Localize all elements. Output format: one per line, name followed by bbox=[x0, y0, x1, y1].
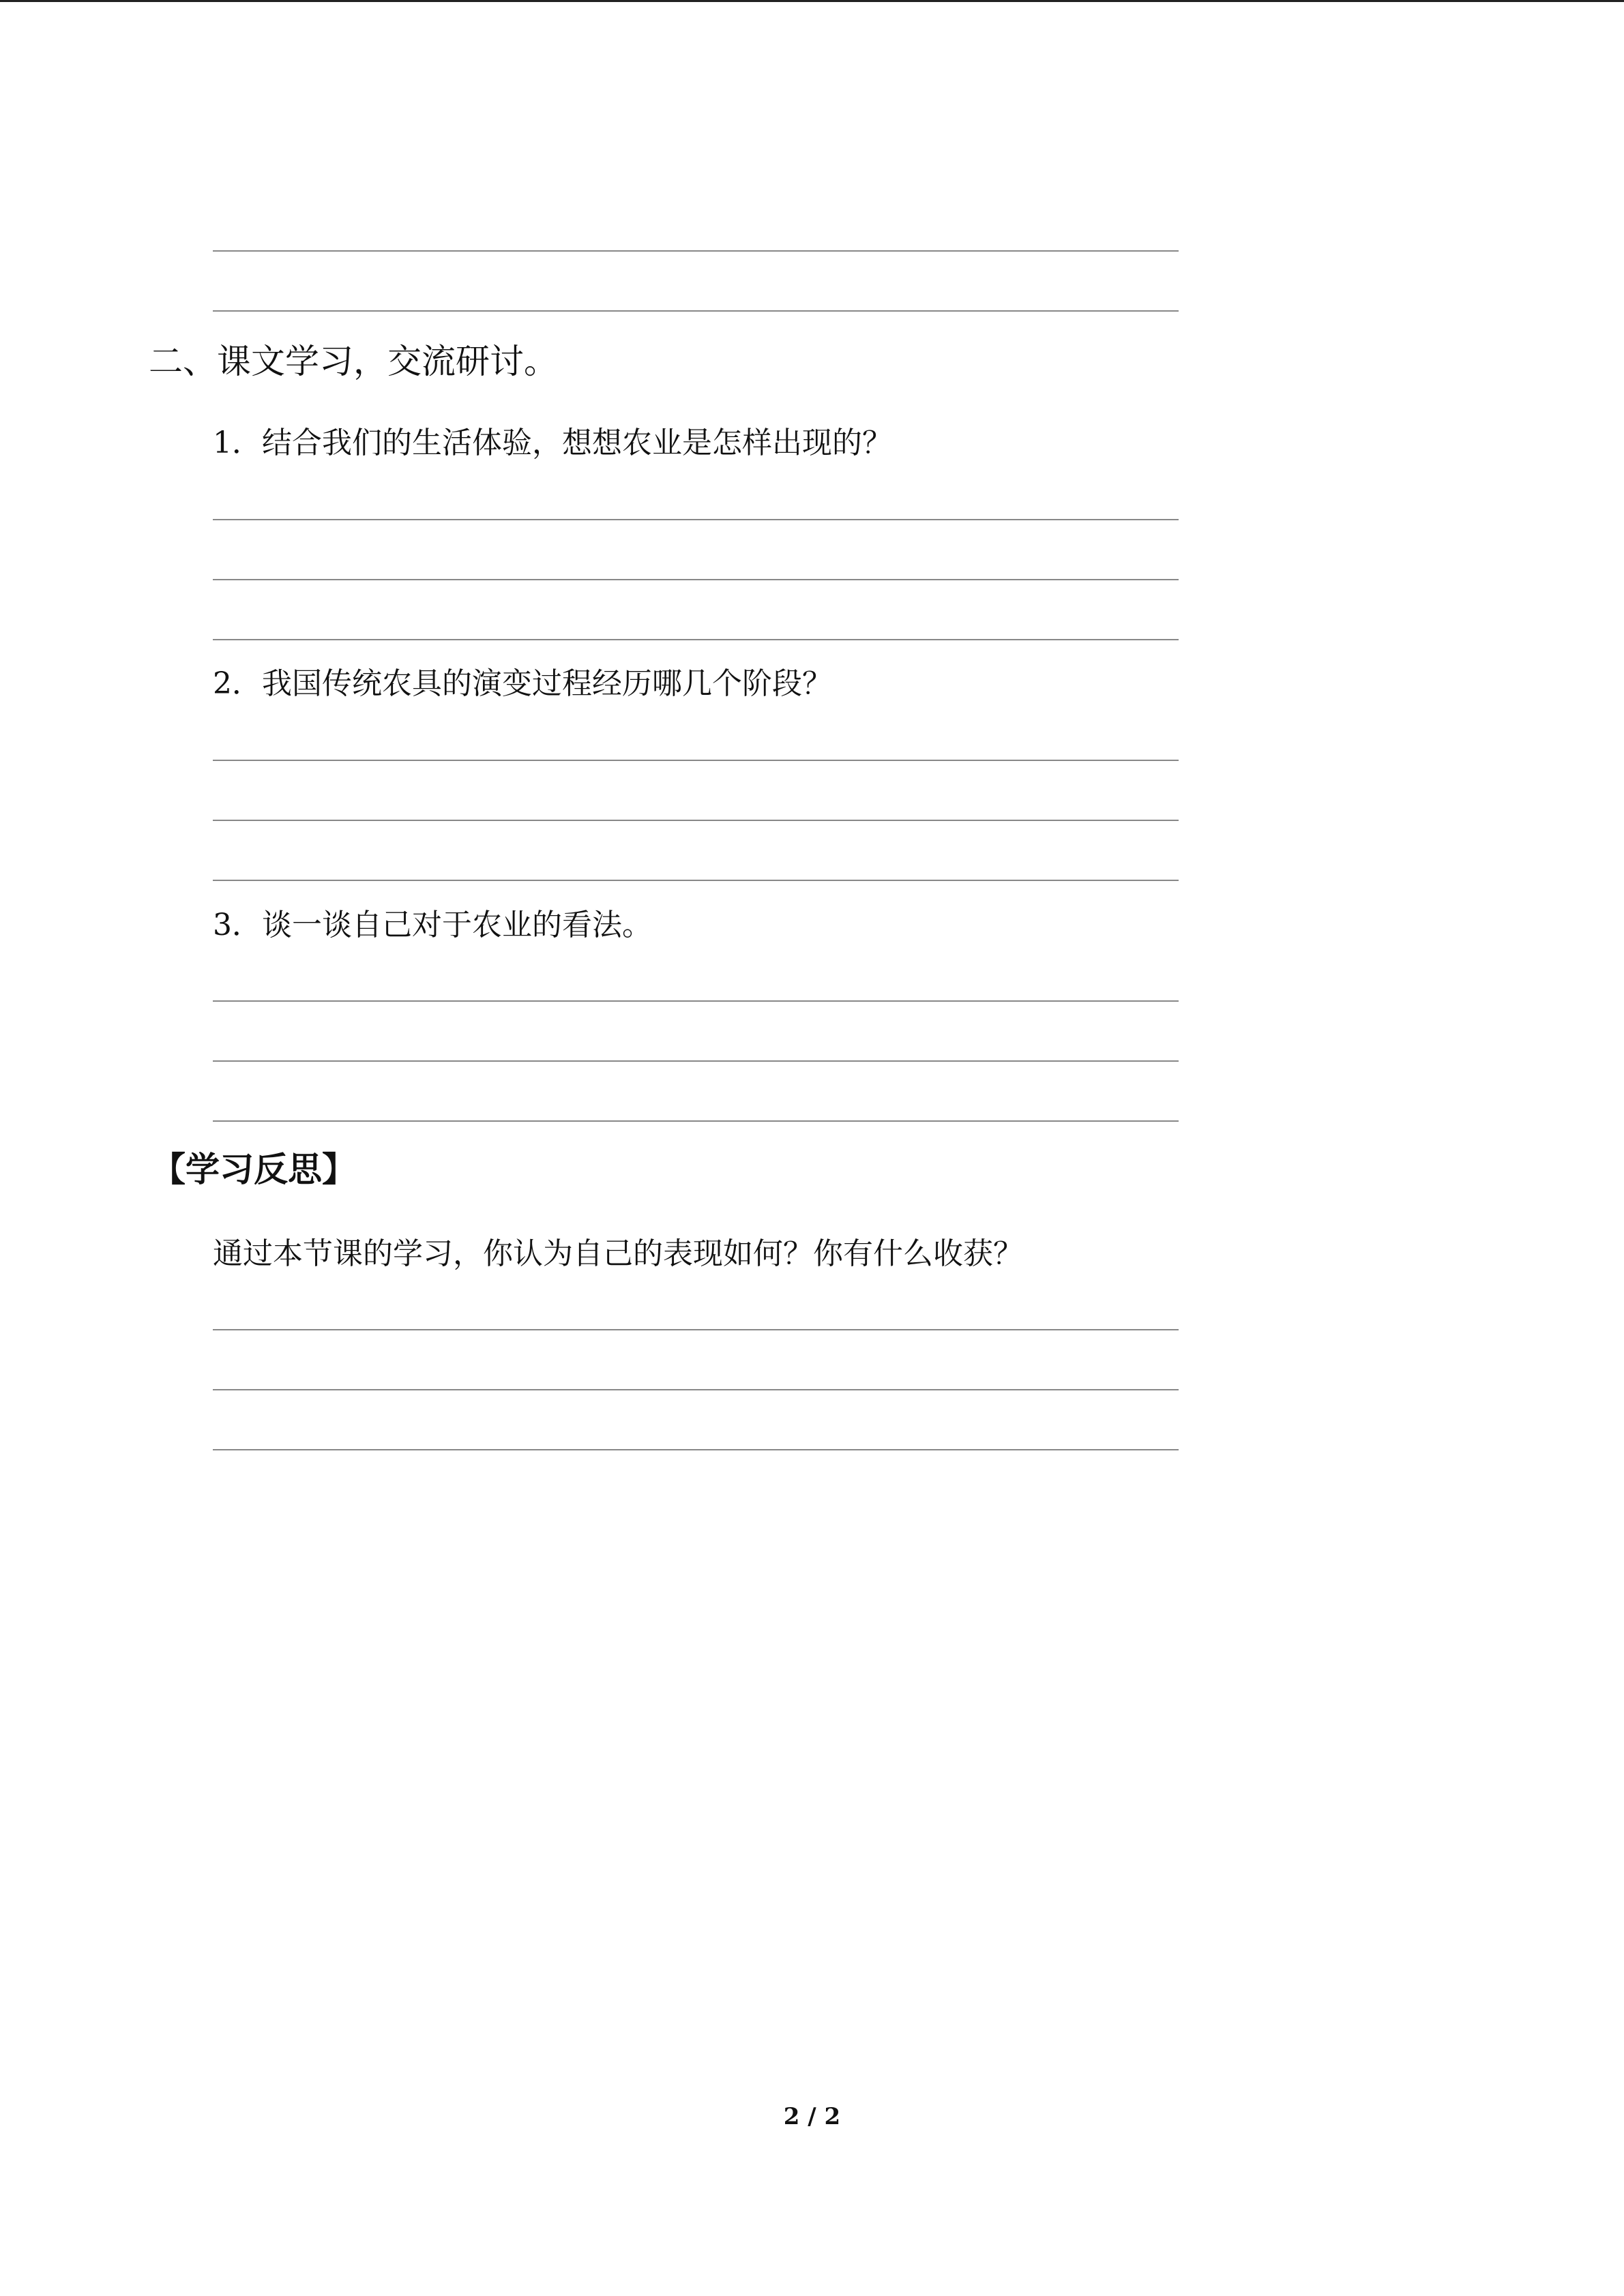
answer-line bbox=[213, 760, 1179, 761]
answer-line bbox=[213, 1329, 1179, 1330]
answer-line bbox=[213, 1000, 1179, 1002]
page-number: 2 / 2 bbox=[783, 2103, 841, 2130]
answer-line bbox=[213, 250, 1179, 252]
answer-line bbox=[213, 1060, 1179, 1062]
answer-line bbox=[213, 820, 1179, 821]
reflection-heading: 【学习反思】 bbox=[151, 1149, 356, 1189]
answer-line bbox=[213, 639, 1179, 640]
page-top-border bbox=[0, 0, 1624, 2]
answer-line bbox=[213, 310, 1179, 312]
answer-line bbox=[213, 519, 1179, 520]
answer-line bbox=[213, 579, 1179, 580]
answer-line bbox=[213, 1120, 1179, 1122]
question-1: 1．结合我们的生活体验，想想农业是怎样出现的？ bbox=[213, 426, 892, 460]
answer-line bbox=[213, 1449, 1179, 1450]
answer-line bbox=[213, 1389, 1179, 1390]
question-3: 3．谈一谈自己对于农业的看法。 bbox=[213, 908, 652, 942]
question-2: 2．我国传统农具的演变过程经历哪几个阶段？ bbox=[213, 666, 832, 701]
answer-line bbox=[213, 880, 1179, 881]
reflection-prompt: 通过本节课的学习，你认为自己的表现如何？你有什么收获？ bbox=[213, 1236, 1023, 1271]
section-two-heading: 二、课文学习，交流研讨。 bbox=[149, 342, 558, 381]
